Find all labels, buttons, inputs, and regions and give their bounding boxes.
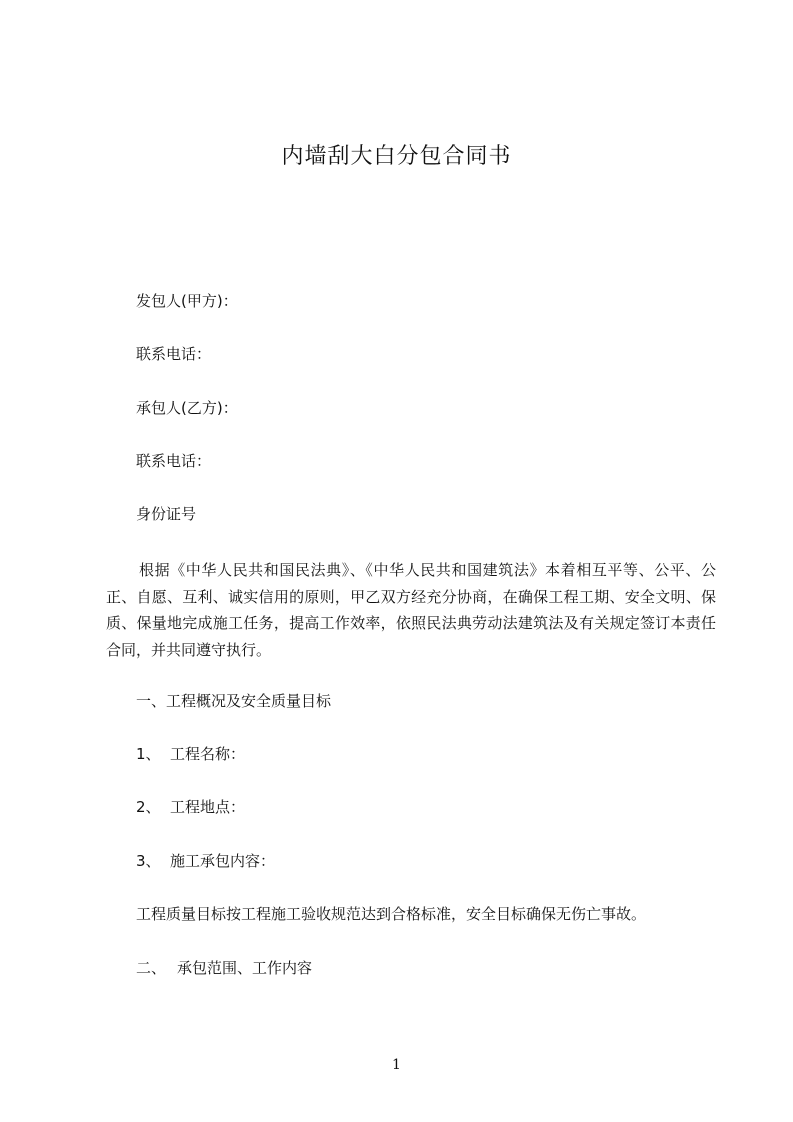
list-item-project-location [136, 796, 245, 818]
section-heading-label: 承包范围、工作内容 [177, 959, 313, 977]
list-item-contract-content [136, 850, 275, 872]
employer-label: 发包人(甲方)： [136, 292, 238, 310]
list-item-label: 工程地点： [170, 798, 246, 816]
list-number: 3、 [136, 852, 161, 870]
list-item-project-name [136, 743, 245, 765]
page-number: 1 [392, 1057, 401, 1073]
quality-target-text: 工程质量目标按工程施工验收规范达到合格标准，安全目标确保无伤亡事故。 [136, 905, 647, 923]
list-item-label: 工程名称： [170, 745, 246, 763]
document-title: 内墙刮大白分包合同书 [281, 144, 512, 169]
contractor-label: 承包人(乙方)： [136, 399, 238, 417]
id-number-label: 身份证号 [136, 505, 197, 523]
list-item-label: 施工承包内容： [170, 852, 276, 870]
contractor-phone-label: 联系电话： [136, 452, 212, 470]
employer-phone-label: 联系电话： [136, 345, 212, 363]
section-heading-scope [136, 957, 312, 979]
intro-paragraph: 根据《中华人民共和国民法典》、《中华人民共和国建筑法》本着相互平等、公平、公正、自愿、互利、诚实信用的原则，甲乙双方经充分协商，在确保工程工期、安全文明、保质、保量地完成施工任务，提高工作效率，依照民法典劳动法建筑法及有关规定签订本责任合同，并共同遵守执行。 [106, 561, 716, 659]
section-heading-overview: 一、工程概况及安全质量目标 [136, 692, 332, 710]
list-number: 2、 [136, 798, 161, 816]
list-number: 1、 [136, 745, 161, 763]
section-number: 二、 [136, 959, 167, 977]
